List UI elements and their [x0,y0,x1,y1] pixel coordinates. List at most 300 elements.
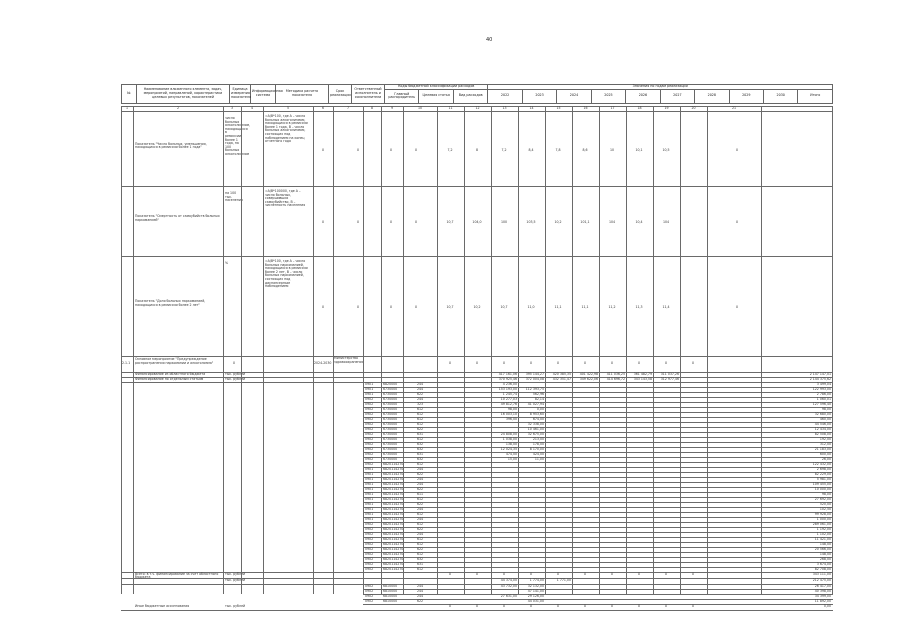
year-value: 16 003,10 [500,411,517,416]
budget-code: 0902 [365,421,374,426]
target-article: 6820114270 [383,511,404,516]
year-value: 674,00 [532,416,544,421]
budget-code: 0901 [365,466,374,471]
budget-code: 0902 [365,436,374,441]
row-total: 148,00 [819,541,831,546]
budget-code: 0901 [365,496,374,501]
row-total: 10 000,00 [814,486,831,491]
x-mark: Х [610,572,614,576]
indicator-total: X [735,220,739,224]
x-mark: X [321,147,325,152]
column-number: 6 [321,105,325,110]
indicator-value: 11,0 [527,305,535,309]
expense-type: 612 [416,411,424,416]
row-total: 12 434,00 [814,426,831,431]
target-article: 6820114270 [383,541,404,546]
expense-type: 622 [416,546,424,551]
indicator-value: 11,1 [554,305,562,309]
table-header [121,84,833,104]
indicator-unit: число больных алкоголизмом, находящихся в ремиссии более 1 года, на 100 больных алкоголизмом [225,116,251,156]
expense-type: 612 [416,521,424,526]
expense-type: 244 [416,466,424,471]
x-mark: Х [664,604,668,608]
header-method: Методика расчета показателя [276,85,329,104]
expense-type: 244 [416,516,424,521]
year-value: 98,00 [507,406,517,411]
finance-total: 2 144 375,62 [809,376,831,381]
header-total: Итого [798,89,833,103]
bottom-name: Иные бюджетные ассигнования [135,603,190,608]
row-total: 11 892,00 [814,598,831,603]
target-article: 6820114270 [383,506,404,511]
column-number: 3 [230,105,234,110]
column-number: 2 [176,105,180,110]
budget-code: 0902 [365,536,374,541]
event-executor: Министерство здравоохранения [334,356,364,364]
header-name: Наименование вложенного элемента, задач, мероприятий, направлений, характеристики целевых результатов, показателей [137,85,230,104]
budget-code: 0901 [365,511,374,516]
column-number: 13 [502,105,507,110]
expense-type: 631 [416,451,424,456]
indicator-value: 11,3 [635,305,643,309]
target-article: 6820114270 [383,526,404,531]
budget-code: 0902 [365,561,374,566]
x-mark: X [321,305,325,309]
expense-type: 244 [416,381,424,386]
budget-code: 0902 [365,431,374,436]
target-article: 6820114270 [383,486,404,491]
x-mark: Х [664,572,668,576]
header-gkp: Главный распорядитель [385,89,419,103]
row-total: 192,00 [819,436,831,441]
header-year: 2024 [557,89,591,103]
budget-code: 0901 [365,516,374,521]
column-number: 11 [448,105,453,110]
header-expense-type: Вид расходов [453,89,487,103]
x-mark: X [321,220,325,224]
row-total: 1 192,00 [816,526,831,531]
finance-value: 395 144,27 [525,371,544,376]
expense-type: 622 [416,391,424,396]
column-number: 12 [475,105,480,110]
x-mark: Х [475,604,479,608]
year-value: 47 141,00 [527,588,544,593]
budget-code: 0901 [365,381,374,386]
expense-type: 612 [416,551,424,556]
target-article: 6820114270 [383,461,404,466]
target-article: 6730000 [383,426,398,431]
x-mark: X [389,147,393,152]
finance-name: Финансирование из областного бюджета [135,371,206,376]
target-article: 6730000 [383,451,398,456]
finance-value: 349 622,06 [579,376,598,381]
row-total: 2 786,00 [816,391,831,396]
budget-code: 0902 [365,526,374,531]
x-mark: X [414,220,418,224]
expense-type: 612 [416,416,424,421]
indicator-value: 10 [609,147,615,152]
indicator-value: 7,8 [555,147,561,152]
budget-code: 0902 [365,566,374,571]
x-mark: Х [610,604,614,608]
indicator-name: Показатель "Доля больных наркоманией, находящихся в ремиссии более 2 лет" [135,299,206,307]
indicator-value: 8,6 [582,147,588,152]
finance-value: 372 004,08 [525,376,544,381]
target-article: 6820114270 [383,536,404,541]
x-mark: Х [691,604,695,608]
header-year: 2030 [763,89,797,103]
year-value: 29 126,00 [527,593,544,598]
row-total: 127 596,40 [812,401,831,406]
x-mark: Х [529,361,533,365]
expense-type: 622 [416,501,424,506]
indicator-value: 10,4 [635,220,643,224]
budget-code: 0902 [365,426,374,431]
indicator-method: =A/B*100000, где A – число больных, совершивших самоубийство, B – численность населения [265,189,306,208]
column-number: 5 [286,105,290,110]
expense-type: 612 [416,541,424,546]
year-value: 112 393,75 [525,386,544,391]
budget-code: 0902 [365,598,374,603]
row-total: 98,00 [821,406,831,411]
target-article: 6820114270 [383,491,404,496]
budget-code: 0902 [365,451,374,456]
year-value: 49 812,76 [500,401,517,406]
row-total: 27 692,00 [814,496,831,501]
row-total: 122 993,00 [812,386,831,391]
x-mark: Х [502,572,506,576]
column-number: 20 [691,105,696,110]
row-total: 1 060,01 [816,396,831,401]
x-mark: Х [448,604,452,608]
budget-code: 0901 [365,476,374,481]
header-year: 2025 [591,89,625,103]
bottom-value: 44 374,00 [500,578,517,582]
row-total: 32 680,00 [814,411,831,416]
row-total: 26 417,00 [814,583,831,588]
bottom-value: 1 774,00 [529,578,544,582]
expense-type: 612 [416,536,424,541]
header-budget-codes: Коды бюджетной классификации расходов [385,85,488,90]
year-value: 44 031,00 [527,598,544,603]
expense-type: 622 [416,486,424,491]
x-mark: X [356,305,360,309]
indicator-value: 10,7 [446,220,454,224]
bottom-unit: тыс. рублей [225,572,246,576]
target-article: 6820114270 [383,481,404,486]
x-mark: X [356,147,360,152]
expense-type: 612 [416,461,424,466]
row-total: 1 102,00 [816,531,831,536]
row-total: 2 698,00 [816,466,831,471]
table-body [121,105,833,608]
row-total: 3 674,00 [816,561,831,566]
bottom-total: 0,00 [823,604,831,608]
budget-code: 0902 [365,461,374,466]
target-article: 6730000 [383,456,398,461]
year-value: 8 170,00 [529,446,544,451]
target-article: 6730000 [383,441,398,446]
indicator-name: Показатель "Число больных, уменьшения, находящихся в ремиссии более 1 года" [135,141,207,150]
budget-code: 0902 [365,416,374,421]
finance-value: 343 143,58 [633,376,652,381]
expense-type: 622 [416,471,424,476]
header-source: Информационная система [251,85,276,104]
year-value: 10 277,03 [500,396,517,401]
finance-value: 420 385,35 [552,371,571,376]
bottom-total: 212 475,00 [812,578,831,582]
budget-code: 0902 [365,593,374,598]
indicator-value: 10,2 [473,305,481,309]
row-total: 289 061,00 [812,521,831,526]
indicator-value: 100 [500,220,508,224]
column-number: 1 [125,105,129,110]
x-mark: Х [556,572,560,576]
expense-type: 244 [416,583,424,588]
finance-value: 432 351,47 [552,376,571,381]
column-number: 16 [583,105,588,110]
x-mark: Х [475,572,479,576]
column-number: 15 [556,105,561,110]
x-mark: Х [691,361,695,365]
target-article: 6820114270 [383,521,404,526]
indicator-value: 11,2 [608,305,616,309]
year-value: 8 953,60 [529,411,544,416]
column-number: 21 [731,105,737,110]
expense-type: 622 [416,526,424,531]
x-mark: Х [583,361,587,365]
column-number: 14 [529,105,534,110]
target-article: 6820114270 [383,566,404,571]
event-deadline: 2024-2030 [314,361,332,365]
year-value: 12 024,35 [500,446,517,451]
target-article: 6810000 [383,583,398,588]
target-article: 6730000 [383,391,398,396]
target-article: 6820114270 [383,516,404,521]
indicator-value: 7,2 [501,147,507,152]
year-value: 1 245,74 [502,391,517,396]
x-mark: Х [556,604,560,608]
target-article: 6820114270 [383,561,404,566]
finance-value: 411 036,25 [606,371,625,376]
row-total: 21 183,00 [814,446,831,451]
indicator-value: 10,2 [554,220,562,224]
column-number: 19 [664,105,669,110]
year-value: 15,00 [507,456,517,461]
finance-value: 312 977,46 [660,376,679,381]
finance-value: 417 161,06 [498,371,517,376]
finance-value: 311 037,26 [660,371,679,376]
x-mark: Х [529,604,533,608]
target-article: 6820114270 [383,471,404,476]
budget-code: 0902 [365,541,374,546]
expense-type: 611 [416,491,424,496]
indicator-value: 104 [608,220,616,224]
year-value: 4 236,00 [502,381,517,386]
budget-code: 0902 [365,456,374,461]
x-mark: Х [529,572,533,576]
indicator-total: X [735,147,739,152]
x-mark: Х [637,361,641,365]
header-unit: Единица измерения показателя [230,85,251,104]
expense-type: 244 [416,476,424,481]
indicator-value: 104 [662,220,670,224]
indicator-value: 8,4 [528,147,534,152]
row-total: 40 398,00 [814,588,831,593]
header-no: № [122,85,137,104]
expense-type: 632 [416,446,424,451]
expense-type: 612 [416,511,424,516]
indicator-value: 10,7 [500,305,508,309]
indicator-value: 7,2 [447,147,453,152]
row-total: 82 508,00 [814,431,831,436]
expense-type: 244 [416,593,424,598]
finance-value: 370 925,46 [498,376,517,381]
year-value: 562,96 [532,391,544,396]
header-year: 2028 [695,89,729,103]
column-number: 4 [250,105,254,110]
expense-type: 632 [416,456,424,461]
target-article: 6820114270 [383,546,404,551]
x-mark: Х [637,572,641,576]
row-total: 3 499,04 [816,381,831,386]
finance-value: 414 696,72 [606,376,625,381]
header-deadline: Срок реализации [329,85,352,104]
target-article: 6730000 [383,386,398,391]
year-value: 43 732,00 [500,583,517,588]
indicator-unit: % [225,261,229,265]
budget-code: 0901 [365,391,374,396]
expense-type: 612 [416,496,424,501]
target-article: 6810000 [383,593,398,598]
year-value: 213,00 [532,436,544,441]
bottom-unit: тыс. рублей [225,604,246,608]
target-article: 6730000 [383,436,398,441]
row-total: 148,00 [819,551,831,556]
target-article: 6820000 [383,381,398,386]
target-article: 6730000 [383,406,398,411]
year-value: 27 631,00 [500,593,517,598]
target-article: 6810000 [383,598,398,603]
row-total: 312,00 [819,441,831,446]
x-mark: X [356,220,360,224]
row-total: 460,00 [819,416,831,421]
expense-type: 244 [416,506,424,511]
row-total: 600,00 [819,451,831,456]
year-value: 10 461,00 [527,426,544,431]
indicator-name: Показатель "Смертность от самоубийств больных наркоманией" [135,214,220,222]
row-total: 122 432,00 [812,461,831,466]
budget-code: 0901 [365,386,374,391]
indicator-value: 103,5 [526,220,536,224]
expense-type: 612 [416,406,424,411]
finance-value: 361 482,79 [633,371,652,376]
x-mark: Х [556,361,560,365]
header-year: 2026 [626,89,660,103]
year-value: 0,00 [536,406,544,411]
budget-code: 0902 [365,551,374,556]
budget-code: 0901 [365,501,374,506]
indicator-value: 11,4 [662,305,670,309]
bottom-name: Всего: в т.ч. финансирование за счет областного бюджета [135,571,219,580]
page-number: 40 [486,37,493,43]
year-value: 32 675,00 [527,431,544,436]
year-value: 24 808,00 [500,431,517,436]
row-total: 520,00 [819,501,831,506]
expense-type: 612 [416,566,424,571]
budget-code: 0902 [365,546,374,551]
expense-type: 631 [416,431,424,436]
x-mark: Х [691,572,695,576]
budget-code: 0902 [365,401,374,406]
target-article: 6730000 [383,446,398,451]
row-total: 82 708,00 [814,566,831,571]
target-article: 6820114270 [383,556,404,561]
year-value: 424,00 [532,451,544,456]
year-value: 11,00 [534,456,544,461]
expense-type: 632 [416,441,424,446]
column-number: 10 [417,105,423,110]
finance-name: Финансирование по отдельным статьям [135,376,204,381]
x-mark: Х [448,572,452,576]
x-mark: X [389,305,393,309]
budget-code: 0902 [365,556,374,561]
row-total: 11 421,00 [814,536,831,541]
row-total: 109 455,00 [812,481,831,486]
column-number: 7 [346,105,350,110]
row-total: 34 399,00 [814,593,831,598]
budget-code: 0902 [365,583,374,588]
indicator-total: X [735,305,739,309]
x-mark: Х [664,361,668,365]
column-number: 8 [370,105,374,110]
target-article: 6820114270 [383,501,404,506]
budget-code: 0902 [365,521,374,526]
target-article: 6730000 [383,401,398,406]
header-year: 2027 [660,89,694,103]
expense-type: 244 [416,531,424,536]
year-value: 178,00 [532,441,544,446]
finance-unit: тыс. рублей [225,371,246,376]
budget-code: 0902 [365,441,374,446]
header-executor: Ответственный исполнитель и соисполнители [352,85,385,104]
expense-type: 244 [416,481,424,486]
expense-type: 244 [416,396,424,401]
bottom-unit: тыс. рублей [225,578,246,582]
indicator-method: =A/B*100, где A – число больных алкоголизмом, находящихся в ремиссии более 1 года, B – число больных алкоголизмом, состоящих под наблюдением на конец отчетного года [265,114,308,144]
header-year: 2023 [522,89,556,103]
header-years: Значения по годам реализации [488,85,833,90]
target-article: 6820114270 [383,531,404,536]
finance-unit: тыс. рублей [225,376,246,381]
event-number: 2.1.1 [122,361,131,365]
budget-code: 0902 [365,406,374,411]
x-mark: X [389,220,393,224]
year-value: 32 338,00 [527,421,544,426]
expense-type: 244 [416,588,424,593]
expense-type: 622 [416,426,424,431]
budget-code: 0901 [365,491,374,496]
year-value: 396,00 [505,416,517,421]
target-article: 6730000 [383,431,398,436]
x-mark: X [414,147,418,152]
expense-type: 323 [416,401,424,406]
row-total: 1 000,00 [816,516,831,521]
expense-type: 632 [416,556,424,561]
x-mark: Х [502,604,506,608]
budget-code: 0902 [365,588,374,593]
indicator-value: 104,0 [472,220,482,224]
